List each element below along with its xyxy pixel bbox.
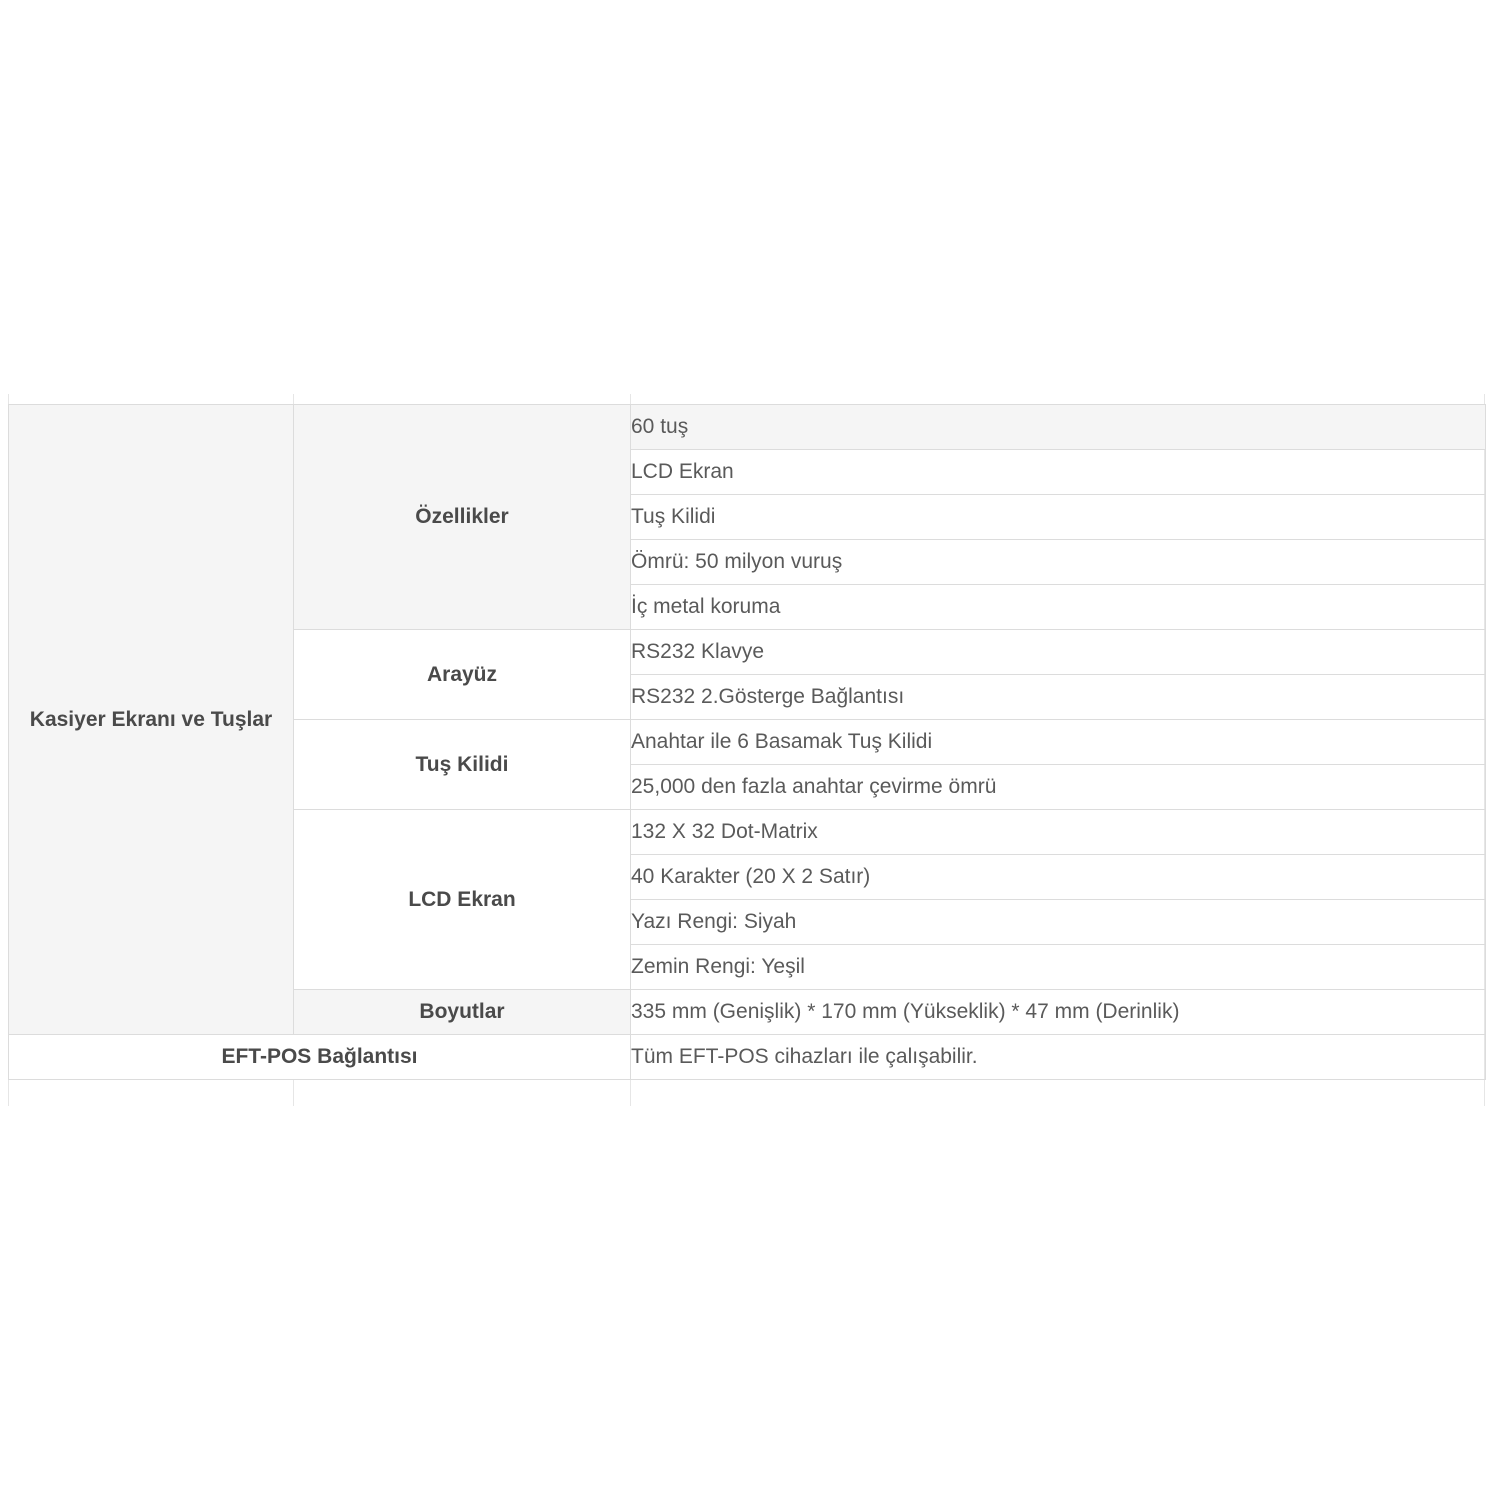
table-row [9,1035,1486,1080]
spec-table [8,404,1486,1080]
spec-value: Yazı Rengi: Siyah [631,900,1486,945]
spec-value: RS232 Klavye [631,630,1486,675]
spec-value: Ömrü: 50 milyon vuruş [631,540,1486,585]
spec-value: Zemin Rengi: Yeşil [631,945,1486,990]
eft-pos-value: Tüm EFT-POS cihazları ile çalışabilir. [631,1035,1486,1080]
spec-table-wrapper [8,394,1485,1106]
section-label-lcd-ekran: LCD Ekran [294,810,631,990]
spec-value: İç metal koruma [631,585,1486,630]
table-row [9,405,1486,450]
spec-value: 60 tuş [631,405,1486,450]
spec-value: 132 X 32 Dot-Matrix [631,810,1486,855]
spec-value: Anahtar ile 6 Basamak Tuş Kilidi [631,720,1486,765]
eft-pos-label: EFT-POS Bağlantısı [9,1035,631,1080]
spec-value: Tuş Kilidi [631,495,1486,540]
section-label-tus-kilidi: Tuş Kilidi [294,720,631,810]
group-label-kasiyer: Kasiyer Ekranı ve Tuşlar [9,405,294,1035]
spec-value: 40 Karakter (20 X 2 Satır) [631,855,1486,900]
spec-value: RS232 2.Gösterge Bağlantısı [631,675,1486,720]
spec-value: LCD Ekran [631,450,1486,495]
section-label-arayuz: Arayüz [294,630,631,720]
spec-value: 25,000 den fazla anahtar çevirme ömrü [631,765,1486,810]
section-label-boyutlar: Boyutlar [294,990,631,1035]
spec-value: 335 mm (Genişlik) * 170 mm (Yükseklik) * 47 mm (Derinlik) [631,990,1486,1035]
section-label-ozellikler: Özellikler [294,405,631,630]
